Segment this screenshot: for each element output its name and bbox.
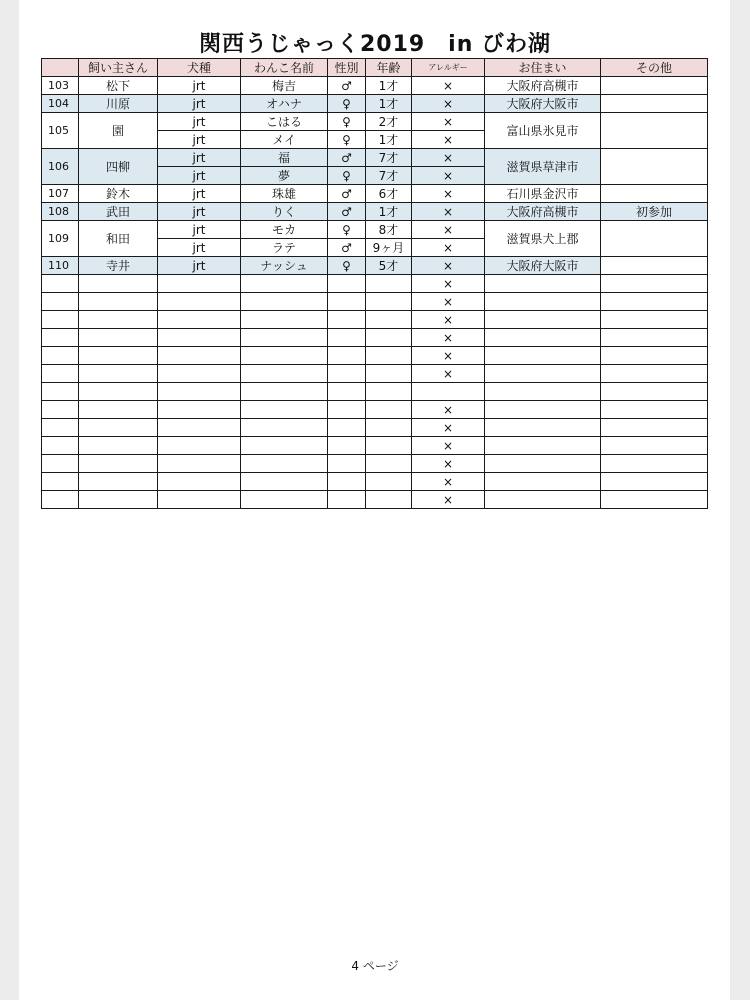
owner-address: 大阪府大阪市 <box>485 257 601 275</box>
header-age: 年齢 <box>366 59 412 77</box>
dog-breed: jrt <box>158 113 241 131</box>
other-notes <box>601 149 708 185</box>
dog-allergy <box>412 383 485 401</box>
empty-cell <box>42 473 79 491</box>
empty-cell <box>366 311 412 329</box>
empty-row <box>42 311 708 329</box>
dog-breed: jrt <box>158 221 241 239</box>
empty-cell <box>601 347 708 365</box>
empty-cell <box>158 293 241 311</box>
owner-address: 滋賀県犬上郡 <box>485 221 601 257</box>
empty-cell <box>601 383 708 401</box>
dog-allergy: × <box>412 77 485 95</box>
empty-cell <box>241 275 328 293</box>
table-row <box>42 149 708 167</box>
owner-name: 四柳 <box>79 149 158 185</box>
dog-allergy: × <box>412 203 485 221</box>
empty-row <box>42 293 708 311</box>
dog-sex: ♂ <box>328 77 366 95</box>
empty-row <box>42 383 708 401</box>
header-dog-name: わんこ名前 <box>241 59 328 77</box>
empty-cell <box>601 437 708 455</box>
dog-age: 1才 <box>366 203 412 221</box>
table-row <box>42 77 708 95</box>
empty-cell <box>42 419 79 437</box>
empty-row <box>42 455 708 473</box>
dog-allergy: × <box>412 185 485 203</box>
empty-row <box>42 365 708 383</box>
owner-name: 松下 <box>79 77 158 95</box>
empty-cell <box>485 491 601 509</box>
empty-cell <box>241 329 328 347</box>
dog-breed: jrt <box>158 77 241 95</box>
entry-number: 110 <box>42 257 79 275</box>
empty-cell <box>158 329 241 347</box>
table-row <box>42 203 708 221</box>
empty-cell <box>328 365 366 383</box>
dog-allergy: × <box>412 293 485 311</box>
entry-number: 103 <box>42 77 79 95</box>
dog-name: こはる <box>241 113 328 131</box>
empty-cell <box>42 401 79 419</box>
dog-breed: jrt <box>158 131 241 149</box>
empty-cell <box>601 275 708 293</box>
empty-cell <box>158 275 241 293</box>
empty-cell <box>79 455 158 473</box>
other-notes <box>601 95 708 113</box>
entry-number: 109 <box>42 221 79 257</box>
empty-cell <box>79 311 158 329</box>
empty-cell <box>241 347 328 365</box>
empty-cell <box>241 383 328 401</box>
dog-name: 珠雄 <box>241 185 328 203</box>
empty-cell <box>366 437 412 455</box>
dog-allergy: × <box>412 311 485 329</box>
empty-cell <box>158 491 241 509</box>
dog-sex: ♀ <box>328 113 366 131</box>
empty-cell <box>241 401 328 419</box>
empty-cell <box>366 365 412 383</box>
empty-row <box>42 419 708 437</box>
empty-cell <box>241 491 328 509</box>
empty-cell <box>241 473 328 491</box>
dog-breed: jrt <box>158 149 241 167</box>
dog-allergy: × <box>412 455 485 473</box>
dog-allergy: × <box>412 113 485 131</box>
owner-address: 大阪府大阪市 <box>485 95 601 113</box>
dog-age: 7才 <box>366 149 412 167</box>
dog-allergy: × <box>412 437 485 455</box>
empty-row <box>42 329 708 347</box>
empty-row <box>42 437 708 455</box>
dog-name: ラテ <box>241 239 328 257</box>
table-row <box>42 113 708 131</box>
empty-cell <box>79 491 158 509</box>
empty-cell <box>485 401 601 419</box>
entry-number: 108 <box>42 203 79 221</box>
empty-cell <box>241 365 328 383</box>
empty-cell <box>42 491 79 509</box>
empty-cell <box>328 329 366 347</box>
empty-cell <box>366 455 412 473</box>
owner-name: 園 <box>79 113 158 149</box>
dog-name: 福 <box>241 149 328 167</box>
empty-cell <box>158 383 241 401</box>
empty-cell <box>79 329 158 347</box>
empty-cell <box>328 293 366 311</box>
dog-age: 6才 <box>366 185 412 203</box>
other-notes: 初参加 <box>601 203 708 221</box>
dog-allergy: × <box>412 401 485 419</box>
empty-cell <box>366 329 412 347</box>
dog-allergy: × <box>412 347 485 365</box>
empty-cell <box>328 347 366 365</box>
empty-cell <box>158 347 241 365</box>
empty-cell <box>42 383 79 401</box>
dog-sex: ♂ <box>328 185 366 203</box>
empty-cell <box>42 275 79 293</box>
dog-age: 8才 <box>366 221 412 239</box>
empty-cell <box>601 365 708 383</box>
dog-age: 5才 <box>366 257 412 275</box>
owner-name: 和田 <box>79 221 158 257</box>
empty-cell <box>158 365 241 383</box>
dog-breed: jrt <box>158 257 241 275</box>
owner-address: 滋賀県草津市 <box>485 149 601 185</box>
empty-cell <box>485 473 601 491</box>
empty-cell <box>79 401 158 419</box>
dog-allergy: × <box>412 419 485 437</box>
empty-cell <box>366 275 412 293</box>
table-row <box>42 221 708 239</box>
empty-row <box>42 401 708 419</box>
empty-cell <box>158 419 241 437</box>
empty-cell <box>42 347 79 365</box>
empty-cell <box>158 311 241 329</box>
empty-cell <box>485 329 601 347</box>
owner-address: 大阪府高槻市 <box>485 77 601 95</box>
empty-row <box>42 347 708 365</box>
empty-cell <box>485 365 601 383</box>
empty-cell <box>158 473 241 491</box>
dog-breed: jrt <box>158 185 241 203</box>
empty-cell <box>241 437 328 455</box>
empty-cell <box>601 329 708 347</box>
dog-name: 夢 <box>241 167 328 185</box>
empty-cell <box>42 293 79 311</box>
dog-age: 2才 <box>366 113 412 131</box>
owner-name: 鈴木 <box>79 185 158 203</box>
dog-sex: ♂ <box>328 149 366 167</box>
dog-allergy: × <box>412 149 485 167</box>
empty-cell <box>79 383 158 401</box>
dog-breed: jrt <box>158 167 241 185</box>
empty-cell <box>366 383 412 401</box>
empty-cell <box>158 401 241 419</box>
dog-age: 7才 <box>366 167 412 185</box>
empty-cell <box>601 473 708 491</box>
dog-age: 1才 <box>366 77 412 95</box>
empty-cell <box>79 437 158 455</box>
empty-cell <box>241 455 328 473</box>
empty-row <box>42 473 708 491</box>
empty-cell <box>328 419 366 437</box>
dog-allergy: × <box>412 95 485 113</box>
other-notes <box>601 221 708 257</box>
dog-name: モカ <box>241 221 328 239</box>
dog-allergy: × <box>412 131 485 149</box>
empty-cell <box>601 311 708 329</box>
empty-cell <box>79 347 158 365</box>
dog-name: オハナ <box>241 95 328 113</box>
dog-age: 1才 <box>366 95 412 113</box>
entry-number: 107 <box>42 185 79 203</box>
empty-cell <box>79 419 158 437</box>
dog-sex: ♀ <box>328 95 366 113</box>
other-notes <box>601 257 708 275</box>
dog-age: 1才 <box>366 131 412 149</box>
page-title: 関西うじゃっく2019 in びわ湖 <box>198 32 552 57</box>
entry-number: 106 <box>42 149 79 185</box>
dog-allergy: × <box>412 239 485 257</box>
empty-cell <box>42 437 79 455</box>
empty-cell <box>79 365 158 383</box>
empty-cell <box>366 293 412 311</box>
empty-cell <box>158 455 241 473</box>
empty-cell <box>601 419 708 437</box>
entry-number: 105 <box>42 113 79 149</box>
header-sex: 性別 <box>328 59 366 77</box>
empty-cell <box>601 491 708 509</box>
empty-cell <box>42 455 79 473</box>
empty-cell <box>485 383 601 401</box>
header-no <box>42 59 79 77</box>
empty-cell <box>79 275 158 293</box>
empty-cell <box>241 419 328 437</box>
empty-cell <box>485 455 601 473</box>
empty-cell <box>485 437 601 455</box>
other-notes <box>601 113 708 149</box>
header-allergy: アレルギー <box>412 59 485 77</box>
dog-allergy: × <box>412 257 485 275</box>
dog-name: ナッシュ <box>241 257 328 275</box>
dog-name: 梅吉 <box>241 77 328 95</box>
dog-sex: ♀ <box>328 131 366 149</box>
dog-allergy: × <box>412 473 485 491</box>
dog-sex: ♂ <box>328 239 366 257</box>
empty-cell <box>42 311 79 329</box>
empty-cell <box>366 419 412 437</box>
empty-cell <box>328 401 366 419</box>
owner-name: 寺井 <box>79 257 158 275</box>
dog-breed: jrt <box>158 239 241 257</box>
dog-allergy: × <box>412 365 485 383</box>
dog-age: 9ヶ月 <box>366 239 412 257</box>
header-address: お住まい <box>485 59 601 77</box>
empty-cell <box>366 347 412 365</box>
empty-row <box>42 491 708 509</box>
empty-cell <box>158 437 241 455</box>
empty-cell <box>79 473 158 491</box>
table-row <box>42 185 708 203</box>
empty-row <box>42 275 708 293</box>
empty-cell <box>366 473 412 491</box>
empty-cell <box>601 455 708 473</box>
empty-cell <box>42 329 79 347</box>
dog-allergy: × <box>412 491 485 509</box>
dog-allergy: × <box>412 275 485 293</box>
dog-sex: ♀ <box>328 167 366 185</box>
empty-cell <box>241 311 328 329</box>
table-row <box>42 95 708 113</box>
dog-sex: ♀ <box>328 257 366 275</box>
other-notes <box>601 185 708 203</box>
dog-name: メイ <box>241 131 328 149</box>
empty-cell <box>366 491 412 509</box>
empty-cell <box>241 293 328 311</box>
empty-cell <box>485 293 601 311</box>
entry-number: 104 <box>42 95 79 113</box>
empty-cell <box>79 293 158 311</box>
empty-cell <box>328 437 366 455</box>
empty-cell <box>485 419 601 437</box>
owner-address: 富山県氷見市 <box>485 113 601 149</box>
owner-name: 武田 <box>79 203 158 221</box>
empty-cell <box>485 275 601 293</box>
empty-cell <box>328 473 366 491</box>
dog-allergy: × <box>412 167 485 185</box>
empty-cell <box>366 401 412 419</box>
table-row <box>42 257 708 275</box>
header-owner: 飼い主さん <box>79 59 158 77</box>
dog-breed: jrt <box>158 203 241 221</box>
empty-cell <box>328 491 366 509</box>
owner-address: 大阪府高槻市 <box>485 203 601 221</box>
header-breed: 犬種 <box>158 59 241 77</box>
owner-address: 石川県金沢市 <box>485 185 601 203</box>
empty-cell <box>485 347 601 365</box>
page-number: 4 ページ <box>351 959 399 973</box>
empty-cell <box>328 455 366 473</box>
dog-name: りく <box>241 203 328 221</box>
empty-cell <box>601 293 708 311</box>
empty-cell <box>42 365 79 383</box>
owner-name: 川原 <box>79 95 158 113</box>
dog-breed: jrt <box>158 95 241 113</box>
dog-sex: ♀ <box>328 221 366 239</box>
empty-cell <box>328 383 366 401</box>
registration-table <box>41 58 708 509</box>
dog-allergy: × <box>412 329 485 347</box>
other-notes <box>601 77 708 95</box>
dog-sex: ♂ <box>328 203 366 221</box>
empty-cell <box>485 311 601 329</box>
header-other: その他 <box>601 59 708 77</box>
dog-allergy: × <box>412 221 485 239</box>
empty-cell <box>328 275 366 293</box>
empty-cell <box>601 401 708 419</box>
empty-cell <box>328 311 366 329</box>
table-header-row <box>42 59 708 77</box>
